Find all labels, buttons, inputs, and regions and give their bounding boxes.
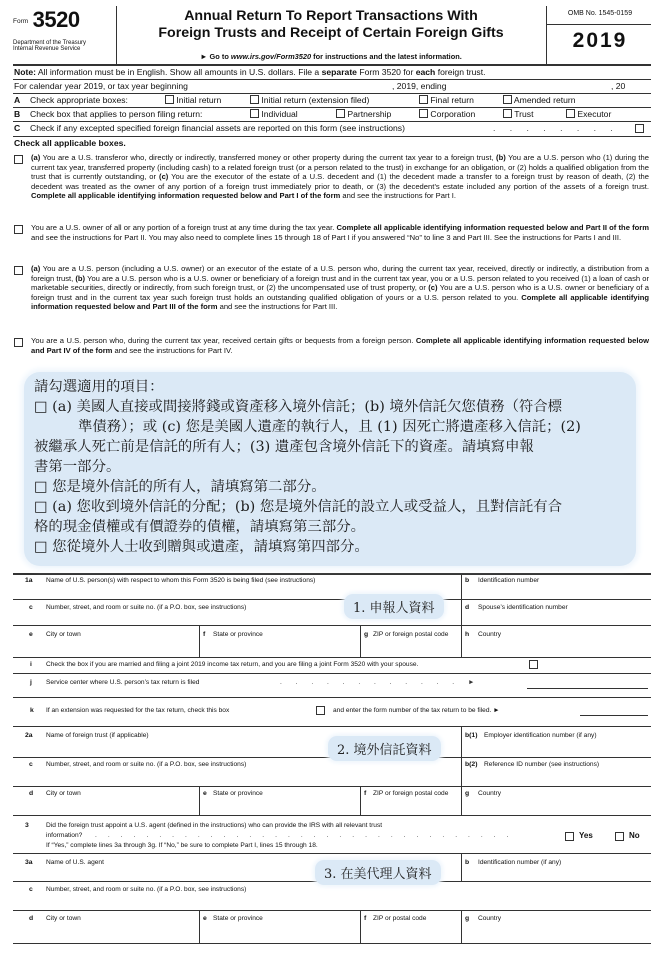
header-bottom-rule [13,64,651,66]
row-a: A Check appropriate boxes: Initial return Initial return (extension filed) Final return Amended return [14,95,576,105]
omb-divider [546,24,651,25]
part4-description: You are a U.S. person who, during the current tax year, received certain gifts or bequests from a foreign person. Complete all applicable identifying information requested below and Part IV of the form and see the instructions for Part IV. [31,336,649,355]
department: Department of the Treasury [13,40,87,46]
line-3b-label: Identification number (if any) [478,859,562,866]
part3-checkbox[interactable] [14,266,23,275]
note-line: Note: All information must be in English. Show all amounts in U.S. dollars. File a separate Form 3520 for each foreign trust. [14,67,486,77]
line-2e-label: State or province [213,790,263,797]
line-2b2-label: Reference ID number (see instructions) [484,761,600,768]
line-1j-label: Service center where U.S. person’s tax return is filed [46,679,200,686]
initial-return-checkbox[interactable] [165,95,174,104]
callout-us-agent-info: 3. 在美代理人資料 [315,860,441,885]
line-1d-label: Spouse’s identification number [478,604,568,611]
overlay-title: 請勾選適用的項目： [34,379,164,395]
executor-checkbox[interactable] [566,109,575,118]
overlay-item4: □ 您從境外人士收到贈與或遺產，請填寫第四部分。 [34,539,369,555]
line-3f-label: ZIP or postal code [373,915,427,922]
part2-description: You are a U.S. owner of all or any portion of a foreign trust at any time during the tax year. Complete all applicable identifying information requested below and Part II of the form and see the instructions for Part II. You may also need to complete lines 15 through 18 of Part I if you answered “No” to line 3 and Part III. See the instructions for Parts I and III. [31,223,649,242]
line-1f-label: State or province [213,631,263,638]
chinese-instructions-overlay [24,372,636,566]
line-3a-label: Name of U.S. agent [46,859,104,866]
amended-return-checkbox[interactable] [503,95,512,104]
part1-checkbox[interactable] [14,155,23,164]
part4-checkbox[interactable] [14,338,23,347]
tax-year: 2019 [572,29,628,52]
line-2f-label: ZIP or foreign postal code [373,790,449,797]
line-1c-label: Number, street, and room or suite no. (if a P.O. box, see instructions) [46,604,247,611]
joint-filing-checkbox[interactable] [529,660,538,669]
extension-checkbox[interactable] [316,706,325,715]
part1-description: (a) You are a U.S. transferor who, directly or indirectly, transferred money or other property during the current tax year to a foreign trust, (b) You are a U.S. person who (1) during the current tax year, transferred property (including cash) to a related foreign trust (or a person related to the trust) in exchange for an obligation, or (2) holds a qualified obligation from the trust that is currently outstanding, or (c) You are the executor of the estate of a U.S. decedent and (1) the decedent made a transfer to a foreign trust by reason of death, (2) the decedent was treated as the owner of any portion of a foreign trust immediately prior to death, or (3) the decedent’s estate included any portion of the assets of a foreign trust. Complete all applicable identifying information requested below and Part I of the form and see the instructions for Part I. [31,153,649,201]
part2-checkbox[interactable] [14,225,23,234]
row-c: C Check if any excepted specified foreign financial assets are reported on this form (see instructions) . . . . . . . . [14,123,654,134]
initial-return-extension-checkbox[interactable] [250,95,259,104]
individual-checkbox[interactable] [250,109,259,118]
line-1g-label: ZIP or foreign postal code [373,631,449,638]
trust-checkbox[interactable] [503,109,512,118]
agent-yes-checkbox[interactable] [565,832,574,841]
line-3c-label: Number, street, and room or suite no. (if a P.O. box, see instructions) [46,886,247,893]
line-2a-label: Name of foreign trust (if applicable) [46,732,149,739]
final-return-checkbox[interactable] [419,95,428,104]
extension-form-field[interactable] [580,715,648,716]
check-all-heading: Check all applicable boxes. [14,138,126,148]
calendar-year-line: For calendar year 2019, or tax year beginning , 2019, ending , 20 [14,81,626,91]
title-line-1: Annual Return To Report Transactions With [184,8,478,24]
agent-no-checkbox[interactable] [615,832,624,841]
header-divider-left [116,6,117,64]
service-center-field[interactable] [527,688,648,689]
line-3d-label: City or town [46,915,81,922]
line-3e-label: State or province [213,915,263,922]
overlay-item3: □ (a) 您收到境外信託的分配；(b) 您是境外信託的設立人或受益人，且對信託有合 格的現金債權或有價證券的債權，請填寫第三部分。 [34,499,563,535]
line-2d-label: City or town [46,790,81,797]
overlay-item2: □ 您是境外信託的所有人，請填寫第二部分。 [34,479,326,495]
form-title [118,8,544,42]
line-1i-label: Check the box if you are married and filing a joint 2019 income tax return, and you are filing a joint Form 3520 with your spouse. [46,661,419,668]
corporation-checkbox[interactable] [419,109,428,118]
line-1h-label: Country [478,631,502,638]
line-2c-label: Number, street, and room or suite no. (if a P.O. box, see instructions) [46,761,247,768]
line-1b-label: Identification number [478,577,540,584]
goto-instructions: ► Go to www.irs.gov/Form3520 for instructions and the latest information. [200,52,462,61]
row-b: B Check box that applies to person filing return: Individual Partnership Corporation Trust Executor [14,109,612,119]
line-2g-label: Country [478,790,502,797]
header-divider-right [546,6,547,64]
omb-number: OMB No. 1545-0159 [567,10,633,17]
line-1a-label: Name of U.S. person(s) with respect to whom this Form 3520 is being filed (see instructions) [46,577,316,584]
line-1e-label: City or town [46,631,81,638]
line-3g-label: Country [478,915,502,922]
irs-agency: Internal Revenue Service [13,46,81,52]
form-number-block [13,7,115,52]
title-line-2: Foreign Trusts and Receipt of Certain Foreign Gifts [158,25,504,41]
line-3-instruction: If “Yes,” complete lines 3a through 3g. If “No,” be sure to complete Part I, lines 15 through 18. [46,842,318,849]
form-word: Form [13,18,29,25]
partnership-checkbox[interactable] [336,109,345,118]
callout-filer-info: 1. 申報人資料 [344,594,444,619]
part3-description: (a) You are a U.S. person (including a U.S. owner) or an executor of the estate of a U.S. person who, during the current tax year, received, directly or indirectly, a distribution from a foreign trust, (b) You are a U.S. person who is a U.S. owner or beneficiary of a foreign trust and in the current tax year, you or a U.S. person related to you received (1) a loan of cash or marketable securities, directly or indirectly, from such foreign trust, or (2) the uncompensated use of trust property, or (c) You are a U.S. person who is a U.S. owner or beneficiary of a foreign trust and in the current tax year such foreign trust holds an outstanding qualified obligation of yours or a U.S. person related to you. Complete all applicable identifying information requested below and Part III of the form and see the instructions for Part III. [31,264,649,312]
irs-url-link[interactable]: www.irs.gov/Form3520 [230,52,312,61]
callout-foreign-trust-info: 2. 境外信託資料 [328,736,441,761]
overlay-item1: □ (a) 美國人直接或間接將錢或資產移入境外信託；(b) 境外信託欠您債務（符合標 準債務）；或 (c) 您是美國人遺產的執行人，且 (1) 因死亡將遺產移入信託；(2) 被繼承人死亡前是信託的所有人；(3) 遺產包含境外信託下的資產。請填寫申報 書第一部分。 [34,399,581,475]
form-number: 3520 [32,7,80,32]
line-1k-label: If an extension was requested for the tax return, check this box [46,707,230,714]
line-2b1-label: Employer identification number (if any) [484,732,597,739]
line-3-question: Did the foreign trust appoint a U.S. agent (defined in the instructions) who can provide the IRS with all relevant trust [46,822,383,829]
excepted-assets-checkbox[interactable] [635,124,644,133]
